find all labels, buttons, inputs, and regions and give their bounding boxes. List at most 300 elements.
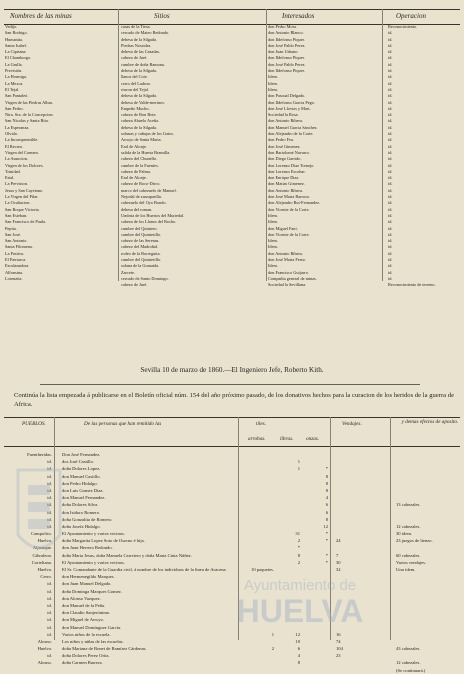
mine-site: cabezo de Ron Bote. — [121, 112, 157, 118]
donation-efectos: 13 cabezales. — [396, 502, 421, 508]
donor-name: dos José Castillo. — [62, 459, 95, 465]
donation-onzas: 6 — [325, 509, 328, 515]
table-row — [4, 530, 460, 537]
mine-site: cabezo de Palma. — [121, 168, 151, 174]
donation-libras: 1 — [297, 466, 300, 472]
mine-operation: id. — [388, 68, 393, 74]
mine-site: Eral de Alonje. — [121, 143, 147, 149]
mine-operation: id. — [388, 30, 393, 36]
donor-town: id. — [47, 610, 52, 616]
donation-vendajes: 74 — [336, 638, 341, 644]
mine-interested: don Antonio Ribera. — [268, 187, 303, 193]
table-row — [4, 580, 460, 587]
mine-operation: id. — [388, 55, 393, 61]
donation-vendajes: 24 — [336, 538, 341, 544]
mine-site: dehesa de la Silgada. — [121, 68, 158, 74]
mine-interested: don Vicente de la Corte. — [268, 206, 310, 212]
mine-interested: don Juan Urbano. — [268, 49, 299, 55]
donor-town: id. — [47, 581, 52, 587]
mine-operation: id. — [388, 74, 393, 80]
donor-name: doña Gonzalita de Romero. — [62, 516, 113, 522]
donor-name: Los niños y niñas de las escuelas. — [62, 638, 124, 644]
donation-onzas: 8 — [325, 516, 328, 522]
mine-name: Pepita. — [5, 225, 17, 231]
table-row — [4, 602, 460, 609]
donation-onzas: * — [325, 559, 328, 565]
mine-interested: don Alejandro de la Corte. — [268, 131, 314, 137]
donations-intro: Continúa la lista empezada á publicarse en el Boletín oficial núm. 154 del año próximo pasado, de los donativos hechos para la curacion de los heridos de la guerra de Africa. — [14, 392, 454, 408]
mine-name: La Grulla. — [5, 61, 23, 67]
mine-name: Santa Filomena. — [5, 244, 33, 250]
mine-interested: don Matias Gimenez. — [268, 181, 305, 187]
donation-libras: 31 — [295, 531, 300, 537]
donor-name: don Manuel Fernandez. — [62, 495, 106, 501]
mine-site: dehesa del roman. — [121, 206, 153, 212]
table-row — [4, 573, 460, 580]
donation-vendajes: 23 — [336, 653, 341, 659]
donation-onzas: * — [325, 531, 328, 537]
donor-name: don Alonso Vazquez. — [62, 595, 101, 601]
mine-operation: id. — [388, 131, 393, 137]
donor-town: id. — [47, 495, 52, 501]
donation-libras: 8 — [297, 552, 300, 558]
table-row — [4, 487, 460, 494]
mine-interested: don Ildefonso Piquer. — [268, 36, 305, 42]
mine-operation: id. — [388, 219, 393, 225]
separator-rule — [40, 384, 420, 385]
table-row — [4, 544, 460, 551]
mine-operation: id. — [388, 263, 393, 269]
donor-name: doña Dolores Perez Ortiz. — [62, 653, 110, 659]
mine-site: Umbria de los Huertos del Muriedal. — [121, 212, 185, 218]
table-row — [4, 566, 460, 573]
mine-operation: id. — [388, 181, 393, 187]
mine-site: cercado de Santo Domingo. — [121, 275, 169, 281]
mine-interested: don Bartolomé Navarro. — [268, 149, 310, 155]
header-mine-names: Nombres de las minas — [10, 12, 72, 20]
donor-town: Fuentheridas. — [27, 452, 52, 457]
mine-operation: id. — [388, 168, 393, 174]
table-row — [4, 465, 460, 472]
mine-interested: Idem. — [268, 219, 278, 225]
donor-name: don Pedro Hidalgo. — [62, 480, 98, 486]
mine-operation: Reconocimiento de terreno. — [388, 282, 436, 288]
mine-name: San Rodrigo. — [5, 30, 28, 36]
mine-site: dehesa de la Silgada. — [121, 124, 158, 130]
mine-site: Eral de Alonje. — [121, 175, 147, 181]
header-interested: Interesados — [282, 12, 315, 20]
donation-arrobas: 1 — [271, 631, 274, 637]
mine-interested: Sociedad la Sevillana. — [268, 282, 307, 288]
mine-site: marco del cabezuelo de Manuel. — [121, 187, 177, 193]
donor-town: Alosno. — [37, 660, 52, 666]
mine-name: San Nicolas y Santa Rita. — [5, 118, 49, 124]
mine-interested: Idem. — [268, 263, 278, 269]
mine-name: El Chamborgo. — [5, 55, 32, 61]
table-row — [4, 609, 460, 616]
mines-table-body — [4, 24, 460, 288]
mine-site: salida de la Huerta Bramilla. — [121, 149, 171, 155]
table-row — [4, 501, 460, 508]
donor-name: doña Dominga Marques Gomez. — [62, 588, 122, 594]
mine-interested: don Vicente de la Corte. — [268, 231, 310, 237]
mine-site: Arroyo de Santa Maria. — [121, 137, 162, 143]
donor-name: doña Josefa Hidalgo. — [62, 523, 101, 529]
donation-vendajes: 104 — [336, 646, 343, 652]
donor-town: id. — [47, 487, 52, 493]
mine-operation: id. — [388, 187, 393, 193]
donor-name: Don José Fernandez. — [62, 452, 101, 457]
table-row — [4, 588, 460, 595]
donation-onzas: 8 — [325, 473, 328, 479]
mine-operation: id. — [388, 137, 393, 143]
mine-name: Previsión. — [5, 68, 23, 74]
table-row — [4, 494, 460, 501]
mine-site: llanos del Cote. — [121, 74, 148, 80]
mine-interested: don Antonio Blanco. — [268, 30, 304, 36]
mine-site: solanas y cañajas de los Gatos. — [121, 131, 174, 137]
donor-name: don Manuel de la Peña. — [62, 602, 106, 608]
mine-operation: Reconocimiento. — [388, 24, 418, 29]
donor-town: id. — [47, 516, 52, 522]
header-sites: Sitios — [154, 12, 170, 20]
mine-site: cabezo de Roco-Dirco. — [121, 181, 161, 187]
mine-operation: id. — [388, 275, 393, 281]
donor-town: Huelva. — [37, 646, 52, 652]
table-row — [4, 595, 460, 602]
header-efectos: y demas efectos de aposito. — [401, 419, 459, 425]
donor-town: Campofrio. — [30, 531, 52, 537]
mine-interested: don Antonio Ribera. — [268, 118, 303, 124]
donation-vendajes: 16 — [336, 631, 341, 637]
donor-name: doña Mariana de Bonet de Ramírez Cárdenas. — [62, 646, 147, 652]
donation-onzas: 8 — [325, 480, 328, 486]
mine-operation: id. — [388, 86, 393, 92]
sub-onzas: onzas. — [306, 436, 320, 442]
donor-town: id. — [47, 602, 52, 608]
mine-name: Humanita. — [5, 36, 24, 42]
donor-name: Varios niños de la escuela. — [62, 631, 111, 637]
mine-interested: Idem. — [268, 244, 278, 250]
mine-name: Vedijo. — [5, 24, 18, 29]
mine-interested: don José Maria Ferez. — [268, 256, 306, 262]
donor-town: id. — [47, 617, 52, 623]
mine-site: dehesa de la Silgada. — [121, 93, 158, 99]
mine-operation: id. — [388, 200, 393, 206]
donation-libras: * — [297, 545, 300, 551]
mine-name: San Roque Victoria. — [5, 206, 40, 212]
table-row — [4, 282, 460, 288]
donation-onzas: 6 — [325, 502, 328, 508]
mine-interested: don Antonio Ribera. — [268, 250, 303, 256]
donor-town: Corteliana. — [31, 559, 52, 565]
mine-interested: don Diego Garrido. — [268, 156, 302, 162]
header-vendajes: Vendajes. — [342, 421, 362, 427]
mine-interested: don Lorenzo Escobar. — [268, 168, 306, 174]
donor-town: Aljaraque. — [32, 545, 52, 551]
mine-name: La Virgen del Pilar. — [5, 194, 39, 200]
mine-interested: don Pedro Mora. — [268, 24, 297, 29]
mine-interested: don Alejandro Rui-Fernandez. — [268, 200, 321, 206]
donor-name: don Claudio Sanjerónimo. — [62, 610, 111, 616]
mine-name: La Incomprensible. — [5, 137, 39, 143]
mine-name: El Recreo. — [5, 143, 24, 149]
mine-site: cabezuelo del Oyo Bondo. — [121, 200, 167, 206]
donations-table-header — [4, 417, 460, 447]
donor-town: id. — [47, 631, 52, 637]
donor-town: Alosno. — [37, 638, 52, 644]
mine-site: Nejodal de zarzaparilla. — [121, 194, 162, 200]
mine-operation: id. — [388, 105, 393, 111]
table-row — [4, 652, 460, 659]
table-row — [4, 631, 460, 638]
mine-operation: id. — [388, 80, 393, 86]
mine-interested: don Lorenzo Diaz Tornejo. — [268, 162, 315, 168]
donation-libras: 12 — [295, 631, 300, 637]
mine-name: Virgen de las Piedras Albas. — [5, 99, 54, 105]
mine-operation: id. — [388, 36, 393, 42]
donation-efectos: 60 cabezales. — [396, 552, 421, 558]
mine-site: cabezo de Juré. — [121, 55, 148, 61]
mine-site: dehesa de las Cazadas. — [121, 49, 161, 55]
donation-onzas: * — [325, 466, 328, 472]
donor-name: El Ayuntamiento y varios vecinos. — [62, 559, 125, 565]
mine-interested: don Ildefonso Piquer. — [268, 55, 305, 61]
table-row — [4, 516, 460, 523]
donor-name: doña Maria Jesus, doña Manuela Carretero y doña Maria Cinta Núñez. — [62, 552, 192, 558]
donation-efectos: 43 cabezales. — [396, 646, 421, 652]
watermark-line2: HUELVA — [236, 593, 364, 629]
table-row — [4, 458, 460, 465]
mine-site: cabeza de los Llanos del Rocho. — [121, 219, 177, 225]
mine-name: San Pedro. — [5, 105, 24, 111]
mine-site: cerro del Ladron. — [121, 80, 151, 86]
donation-efectos: 23 juegos de lienzo. — [396, 538, 433, 544]
mine-operation: id. — [388, 250, 393, 256]
donor-town: id. — [47, 588, 52, 594]
mine-operation: id. — [388, 194, 393, 200]
mine-name: Virgen de los Dolores. — [5, 162, 44, 168]
donation-vendajes: 30 — [336, 559, 341, 565]
mine-name: La Mexca. — [5, 80, 24, 86]
mine-site: cumbre de doña Ramona. — [121, 61, 165, 67]
mine-name: Ntra. Sra. de la Concepcion. — [5, 112, 54, 118]
mine-operation: id. — [388, 238, 393, 244]
sub-arrobas: arrobas. — [248, 436, 266, 442]
mine-operation: id. — [388, 61, 393, 67]
mine-site: cumbre de la Fuentes. — [121, 162, 159, 168]
donor-name: don Miguel de Arroyo. — [62, 617, 105, 623]
donor-town: id. — [47, 653, 52, 659]
donor-town: Huelva. — [37, 567, 52, 572]
sub-libras: libras. — [280, 436, 294, 442]
mine-operation: id. — [388, 99, 393, 105]
mine-name: San Pantaleó. — [5, 93, 29, 99]
mine-interested: Idem. — [268, 80, 278, 86]
donor-name: doña Dolores Silva. — [62, 502, 99, 508]
mine-operation: id. — [388, 256, 393, 262]
donation-efectos: 12 cabezales. — [396, 660, 421, 666]
table-row — [4, 451, 460, 458]
donation-onzas: 12 — [323, 523, 328, 529]
mine-name: Virgen del Carmen. — [5, 149, 39, 155]
mine-site: rodeo de la Borreguita. — [121, 250, 161, 256]
mine-site: Empeño Mucho. — [121, 105, 150, 111]
mine-name: La Prevision. — [5, 181, 28, 187]
mine-interested: don Pascual Delgado. — [268, 93, 306, 99]
header-pueblos: PUEBLOS. — [22, 421, 46, 427]
mine-site: dehesa de Valde-merinos. — [121, 99, 165, 105]
mine-operation: id. — [388, 93, 393, 99]
mine-name: San Francisco de Paula. — [5, 219, 47, 225]
mine-interested: Sociedad la Rosa. — [268, 112, 299, 118]
donation-libras: 2 — [297, 559, 300, 565]
donor-name: don Juan Manuel Delgado. — [62, 581, 112, 587]
mine-interested: don José Pablo Perez. — [268, 42, 306, 48]
mine-operation: id. — [388, 212, 393, 218]
table-row — [4, 659, 460, 666]
table-row — [4, 480, 460, 487]
mine-name: San Esteban. — [5, 212, 28, 218]
donor-name: doña Carmen Barrera. — [62, 660, 103, 666]
mine-name: La Asuncion. — [5, 156, 28, 162]
mine-site: cabezo del Chunello. — [121, 156, 158, 162]
mine-operation: id. — [388, 225, 393, 231]
mine-interested: don Ildefonso Garcia Pego. — [268, 99, 316, 105]
mine-operation: id. — [388, 269, 393, 275]
header-hilas: tiles. — [256, 421, 266, 427]
watermark-line1: Ayuntamiento de — [243, 577, 357, 594]
mine-interested: don Miguel Fani. — [268, 225, 298, 231]
donation-efectos: 12 cabezales. — [396, 523, 421, 529]
mine-interested: don Francisco Guijarro. — [268, 269, 309, 275]
mine-operation: id. — [388, 175, 393, 181]
mine-operation: id. — [388, 143, 393, 149]
donor-town: id. — [47, 459, 52, 465]
mine-site: cabeza Abuelo Aceña. — [121, 118, 160, 124]
donor-town: id. — [47, 502, 52, 508]
mine-interested: don José Pablo Perez. — [268, 61, 306, 67]
signature-line: Sevilla 10 de marzo de 1860.—El Ingeniero Jefe, Roberto Kith. — [140, 366, 324, 374]
donation-onzas: * — [325, 552, 328, 558]
mine-interested: don Pedro Fea. — [268, 137, 294, 143]
mine-site: cabezo de Juré. — [121, 282, 148, 288]
mine-site: solana de la Granaida. — [121, 263, 160, 269]
table-row — [4, 645, 460, 652]
table-row — [4, 537, 460, 544]
header-personas: De las personas que han remitido las — [84, 421, 162, 427]
mine-site: Piedras Nossidas. — [121, 42, 152, 48]
mine-site: cumbre del Quintero. — [121, 225, 158, 231]
mine-interested: Idem. — [268, 86, 278, 92]
donor-town: id. — [47, 473, 52, 479]
donor-name: don Luis Gomez Diaz. — [62, 487, 104, 493]
mine-operation: id. — [388, 156, 393, 162]
donor-name: don Manuel Castillo. — [62, 473, 101, 479]
donor-town: Gibraleon. — [32, 552, 52, 558]
mine-operation: id. — [388, 49, 393, 55]
mine-interested: don José Llovias y Mart. — [268, 105, 311, 111]
mine-operation: id. — [388, 118, 393, 124]
mine-name: Esculanadora. — [5, 263, 30, 269]
mine-interested: don Ildefonso Piquer. — [268, 68, 305, 74]
mine-interested: don Manuel Garcia Sanchez. — [268, 124, 318, 130]
donor-town: id. — [47, 595, 52, 601]
mine-site: cumbre del Quinterillo. — [121, 231, 162, 237]
donation-onzas: * — [325, 538, 328, 544]
table-row — [4, 624, 460, 631]
donor-name: don Hermenegildo Marques. — [62, 574, 115, 580]
donor-town: id. — [47, 509, 52, 515]
mine-site: cabezo de las Serenas. — [121, 238, 160, 244]
donation-efectos: Unu idem. — [396, 567, 416, 572]
donation-onzas: 8 — [325, 487, 328, 493]
donation-libras: 2 — [297, 538, 300, 544]
mine-name: La Esperanza. — [5, 124, 30, 130]
mine-name: El Patriarca. — [5, 256, 27, 262]
mine-interested: Compañia general de minas. — [268, 275, 317, 281]
mine-name: Olvido. — [5, 131, 19, 137]
mine-site: cabezo del Madroñal. — [121, 244, 159, 250]
donation-arrobas: 10 paquetes. — [251, 567, 274, 572]
mine-site: dehesa de la Silgada. — [121, 36, 158, 42]
donation-libras: 4 — [297, 653, 300, 659]
donor-town: id. — [47, 624, 52, 630]
mine-name: La Hormiga. — [5, 74, 27, 80]
mine-site: casas de la Tiesa. — [121, 24, 151, 29]
continued-text: (Se continuará.) — [396, 667, 426, 673]
donor-town: id. — [47, 480, 52, 486]
mine-operation: id. — [388, 42, 393, 48]
mine-interested: Idem. — [268, 238, 278, 244]
mine-operation: id. — [388, 149, 393, 155]
donor-town: Huelva. — [37, 538, 52, 544]
donor-name: don Juan Herrero Redondo. — [62, 545, 113, 551]
mine-site: rincon del Tejal. — [121, 86, 149, 92]
table-row — [4, 509, 460, 516]
donor-town: id. — [47, 466, 52, 472]
table-row — [4, 552, 460, 559]
header-operation: Operacion — [396, 12, 426, 20]
mine-name: Erial. — [5, 175, 15, 181]
mine-name: La Pastiva. — [5, 250, 25, 256]
donor-name: don Manuel Domínguez García. — [62, 624, 122, 630]
mine-name: Lorenzita. — [5, 275, 23, 281]
donation-vendajes: 7 — [336, 552, 339, 558]
mine-name: La Ocultacion. — [5, 200, 31, 206]
mine-name: Trinidad. — [5, 168, 21, 174]
donation-libras: 10 — [295, 638, 300, 644]
donation-libras: 6 — [297, 646, 300, 652]
mine-interested: Idem. — [268, 74, 278, 80]
mine-name: Santa Isabel. — [5, 42, 27, 48]
donor-town: id. — [47, 523, 52, 529]
donor-town: Cerro. — [40, 574, 52, 580]
mine-name: Jesus y San Cayetano. — [5, 187, 44, 193]
donor-name: doña Margarita Lopez Soto de Osorno é hija. — [62, 538, 145, 544]
mine-operation: id. — [388, 162, 393, 168]
mine-operation: id. — [388, 206, 393, 212]
mine-name: San Antonio. — [5, 238, 28, 244]
mine-site: cercado de Mateo Redondo. — [121, 30, 170, 36]
donor-name: El Sr. Comandante de la Guardia civil, á nombre de los individuos de la linea de Aracena. — [62, 567, 227, 572]
mine-operation: id. — [388, 124, 393, 130]
continued-note — [4, 667, 460, 674]
donor-name: doña Dolores Lopez. — [62, 466, 101, 472]
donation-efectos: 30 idem. — [396, 531, 413, 537]
table-row — [4, 473, 460, 480]
mine-name: Alfonsina. — [5, 269, 24, 275]
